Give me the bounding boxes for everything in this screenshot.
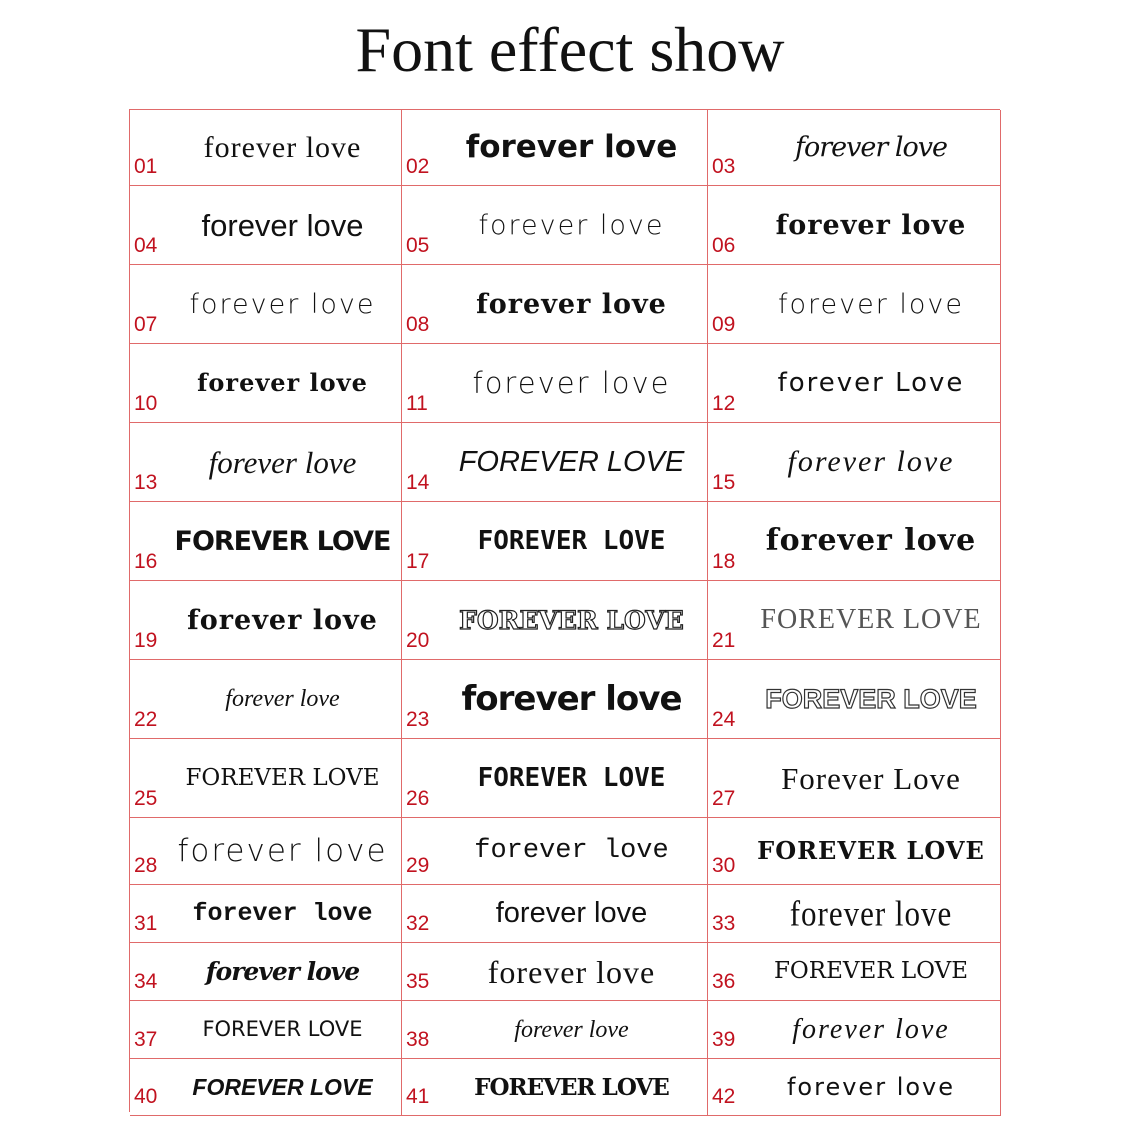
font-sample-cell bbox=[402, 1059, 708, 1116]
font-sample-cell bbox=[402, 344, 708, 423]
font-sample-text: forever love bbox=[786, 1073, 956, 1101]
font-number: 02 bbox=[406, 155, 430, 178]
font-number: 15 bbox=[712, 471, 736, 494]
font-sample-cell bbox=[130, 818, 402, 885]
font-sample-text: forever love bbox=[478, 209, 665, 241]
font-sample-text: forever love bbox=[205, 957, 360, 986]
font-number: 19 bbox=[134, 629, 158, 652]
font-sample-text: forever love bbox=[476, 288, 667, 320]
font-sample-cell bbox=[708, 818, 1001, 885]
font-sample-cell bbox=[402, 739, 708, 818]
font-sample-cell bbox=[708, 1059, 1001, 1116]
font-number: 29 bbox=[406, 854, 430, 877]
font-sample-cell bbox=[708, 1001, 1001, 1059]
font-sample-text: forever love bbox=[765, 523, 977, 558]
font-number: 05 bbox=[406, 234, 430, 257]
font-sample-text: FOREVER LOVE bbox=[773, 958, 969, 984]
font-number: 31 bbox=[134, 912, 158, 935]
font-sample-text: forever love bbox=[208, 444, 357, 480]
font-sample-cell bbox=[130, 739, 402, 818]
font-number: 08 bbox=[406, 313, 430, 336]
font-sample-text: FOREVER LOVE bbox=[458, 445, 685, 478]
font-number: 01 bbox=[134, 155, 158, 178]
font-sample-cell bbox=[708, 739, 1001, 818]
font-number: 12 bbox=[712, 392, 736, 415]
font-number: 40 bbox=[134, 1085, 158, 1108]
font-sample-cell bbox=[708, 660, 1001, 739]
font-sample-cell bbox=[708, 423, 1001, 502]
font-sample-cell bbox=[402, 423, 708, 502]
font-sample-text: forever love bbox=[777, 288, 965, 320]
font-sample-text: forever love bbox=[189, 288, 376, 320]
font-sample-text: forever love bbox=[495, 897, 648, 929]
font-sample-text: forever love bbox=[487, 953, 656, 990]
font-number: 37 bbox=[134, 1028, 158, 1051]
font-sample-text: FOREVER LOVE bbox=[477, 763, 666, 793]
font-sample-text: FOREVER LOVE bbox=[760, 604, 982, 635]
font-sample-cell bbox=[130, 110, 402, 186]
font-number: 20 bbox=[406, 629, 430, 652]
font-sample-text: FOREVER LOVE bbox=[174, 525, 391, 557]
font-sample-cell bbox=[708, 502, 1001, 581]
font-number: 34 bbox=[134, 970, 158, 993]
font-number: 14 bbox=[406, 471, 430, 494]
font-sample-cell bbox=[130, 186, 402, 265]
font-number: 21 bbox=[712, 629, 736, 652]
font-number: 32 bbox=[406, 912, 430, 935]
font-sample-text: forever love bbox=[787, 445, 955, 478]
font-number: 04 bbox=[134, 234, 158, 257]
font-sample-text: forever love bbox=[187, 604, 378, 636]
font-sample-text: forever love bbox=[514, 1016, 629, 1043]
font-number: 35 bbox=[406, 970, 430, 993]
font-sample-text: Forever Love bbox=[781, 760, 961, 796]
page-title: Font effect show bbox=[355, 14, 785, 85]
font-sample-cell bbox=[708, 186, 1001, 265]
font-sample-cell bbox=[708, 581, 1001, 660]
font-sample-text: FOREVER LOVE bbox=[757, 836, 985, 865]
font-number: 27 bbox=[712, 787, 736, 810]
font-number: 11 bbox=[406, 392, 428, 415]
font-sample-text: forever love bbox=[203, 130, 362, 164]
font-number: 13 bbox=[134, 471, 158, 494]
font-number: 30 bbox=[712, 854, 736, 877]
font-number: 26 bbox=[406, 787, 430, 810]
font-number: 06 bbox=[712, 234, 736, 257]
font-sample-cell bbox=[402, 502, 708, 581]
font-sample-text: forever love bbox=[465, 129, 678, 165]
font-sample-cell bbox=[402, 581, 708, 660]
font-number: 18 bbox=[712, 550, 736, 573]
font-sample-text: forever Love bbox=[777, 368, 965, 398]
font-sample-cell bbox=[708, 344, 1001, 423]
font-sample-text: forever love bbox=[197, 368, 368, 397]
font-sample-text: FOREVER LOVE bbox=[459, 605, 684, 635]
font-number: 39 bbox=[712, 1028, 736, 1051]
font-sample-text: forever love bbox=[792, 1013, 950, 1045]
font-sample-cell bbox=[130, 344, 402, 423]
font-sample-cell bbox=[130, 1059, 402, 1116]
font-sample-grid bbox=[129, 109, 1000, 1112]
font-sample-text: forever love bbox=[225, 686, 340, 712]
font-sample-text: FOREVER LOVE bbox=[477, 526, 666, 556]
font-sample-cell bbox=[708, 885, 1001, 943]
font-number: 09 bbox=[712, 313, 736, 336]
font-sample-cell bbox=[402, 818, 708, 885]
font-sample-cell bbox=[708, 110, 1001, 186]
font-sample-cell bbox=[402, 1001, 708, 1059]
font-sample-cell bbox=[130, 265, 402, 344]
font-sample-text: forever love bbox=[192, 899, 373, 928]
font-sample-text: forever love bbox=[461, 679, 682, 719]
font-sample-text: forever love bbox=[472, 365, 671, 400]
font-number: 24 bbox=[712, 708, 736, 731]
font-number: 22 bbox=[134, 708, 158, 731]
font-number: 28 bbox=[134, 854, 158, 877]
font-sample-cell bbox=[130, 1001, 402, 1059]
font-sample-cell bbox=[402, 885, 708, 943]
font-sample-text: forever love bbox=[474, 835, 669, 866]
font-number: 33 bbox=[712, 912, 736, 935]
font-number: 36 bbox=[712, 970, 736, 993]
font-sample-cell bbox=[130, 423, 402, 502]
font-sample-text: FOREVER LOVE bbox=[202, 1017, 363, 1041]
font-sample-cell bbox=[130, 943, 402, 1001]
font-sample-text: forever love bbox=[775, 209, 967, 241]
font-sample-cell bbox=[130, 502, 402, 581]
font-number: 23 bbox=[406, 708, 430, 731]
font-number: 03 bbox=[712, 155, 736, 178]
font-sample-text: forever love bbox=[795, 132, 947, 163]
font-sample-cell bbox=[708, 265, 1001, 344]
font-sample-cell bbox=[402, 110, 708, 186]
font-number: 25 bbox=[134, 787, 158, 810]
font-sample-cell bbox=[402, 265, 708, 344]
font-number: 17 bbox=[406, 550, 430, 573]
font-number: 07 bbox=[134, 313, 158, 336]
font-sample-text: FOREVER LOVE bbox=[765, 683, 977, 714]
font-number: 41 bbox=[406, 1085, 430, 1108]
font-sample-text: FOREVER LOVE bbox=[185, 764, 380, 791]
font-number: 38 bbox=[406, 1028, 430, 1051]
font-sample-cell bbox=[402, 943, 708, 1001]
font-sample-text: FOREVER LOVE bbox=[474, 1073, 669, 1101]
font-sample-text: FOREVER LOVE bbox=[192, 1073, 373, 1100]
font-sample-cell bbox=[402, 186, 708, 265]
font-number: 16 bbox=[134, 550, 158, 573]
font-sample-cell bbox=[402, 660, 708, 739]
font-sample-text: forever love bbox=[177, 832, 388, 869]
font-sample-text: forever love bbox=[201, 207, 364, 243]
font-sample-cell bbox=[130, 660, 402, 739]
font-sample-text: forever love bbox=[789, 893, 953, 934]
font-sample-cell bbox=[130, 885, 402, 943]
font-number: 10 bbox=[134, 392, 158, 415]
font-sample-cell bbox=[708, 943, 1001, 1001]
font-number: 42 bbox=[712, 1085, 736, 1108]
font-sample-cell bbox=[130, 581, 402, 660]
